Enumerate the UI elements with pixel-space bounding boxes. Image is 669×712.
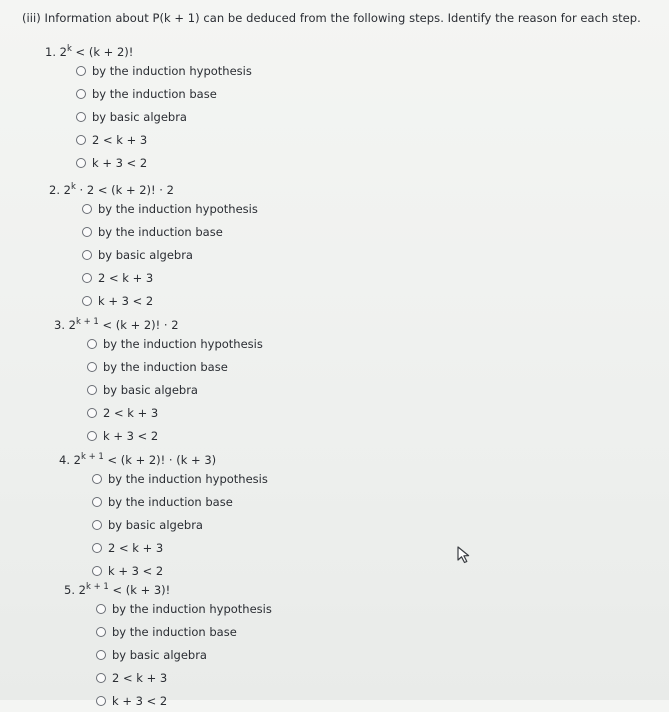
radio-option-2-lt-k-plus-3[interactable]	[92, 536, 268, 559]
radio-option-k-plus-3-lt-2[interactable]	[96, 689, 272, 712]
step-5	[64, 577, 272, 712]
step-3	[54, 312, 263, 447]
radio-option-basic-algebra[interactable]	[92, 513, 268, 536]
radio-button-icon[interactable]	[96, 696, 106, 706]
option-label: by the induction base	[98, 224, 223, 239]
option-label: by the induction hypothesis	[103, 336, 263, 351]
radio-option-2-lt-k-plus-3[interactable]	[76, 128, 252, 151]
step-base: 2	[63, 183, 71, 197]
radio-button-icon[interactable]	[96, 627, 106, 637]
step-inequality: · 2 < (k + 2)! · 2	[75, 183, 174, 197]
option-label: k + 3 < 2	[92, 155, 148, 170]
option-label: by the induction hypothesis	[108, 471, 268, 486]
option-label: by basic algebra	[108, 517, 203, 532]
radio-option-basic-algebra[interactable]	[76, 105, 252, 128]
step-exponent: k + 1	[75, 317, 99, 327]
step-inequality: < (k + 3)!	[108, 583, 171, 597]
radio-button-icon[interactable]	[76, 66, 86, 76]
radio-button-icon[interactable]	[87, 362, 97, 372]
step-base: 2	[78, 583, 86, 597]
option-label: k + 3 < 2	[112, 693, 168, 708]
mouse-pointer-icon	[456, 546, 472, 564]
option-label: 2 < k + 3	[108, 540, 164, 555]
radio-button-icon[interactable]	[82, 296, 92, 306]
option-label: by basic algebra	[112, 647, 207, 662]
step-2	[49, 177, 258, 312]
step-base: 2	[68, 318, 76, 332]
radio-button-icon[interactable]	[82, 227, 92, 237]
radio-option-induction-base[interactable]	[96, 620, 272, 643]
step-statement	[54, 312, 263, 332]
option-label: by basic algebra	[98, 247, 193, 262]
step-number: 4.	[59, 453, 70, 467]
radio-button-icon[interactable]	[92, 497, 102, 507]
radio-option-induction-hypothesis[interactable]	[82, 197, 258, 220]
step-statement	[59, 447, 268, 467]
option-label: 2 < k + 3	[92, 132, 148, 147]
radio-option-induction-base[interactable]	[87, 355, 263, 378]
option-label: by basic algebra	[92, 109, 187, 124]
radio-button-icon[interactable]	[87, 339, 97, 349]
option-label: by the induction hypothesis	[98, 201, 258, 216]
option-label: by the induction base	[108, 494, 233, 509]
radio-button-icon[interactable]	[76, 89, 86, 99]
radio-button-icon[interactable]	[82, 204, 92, 214]
radio-button-icon[interactable]	[87, 385, 97, 395]
step-statement	[49, 177, 258, 197]
radio-button-icon[interactable]	[76, 158, 86, 168]
step-statement	[64, 577, 272, 597]
option-label: k + 3 < 2	[108, 563, 164, 578]
radio-button-icon[interactable]	[92, 520, 102, 530]
radio-button-icon[interactable]	[82, 250, 92, 260]
step-number: 5.	[64, 583, 75, 597]
option-label: by the induction base	[112, 624, 237, 639]
step-inequality: < (k + 2)!	[71, 45, 134, 59]
radio-button-icon[interactable]	[92, 474, 102, 484]
option-label: by the induction hypothesis	[112, 601, 272, 616]
step-exponent: k	[66, 44, 72, 54]
radio-option-2-lt-k-plus-3[interactable]	[96, 666, 272, 689]
option-label: 2 < k + 3	[103, 405, 159, 420]
step-exponent: k + 1	[85, 582, 109, 592]
step-exponent: k	[70, 182, 76, 192]
radio-option-basic-algebra[interactable]	[87, 378, 263, 401]
step-inequality: < (k + 2)! · (k + 3)	[103, 453, 217, 467]
radio-button-icon[interactable]	[87, 408, 97, 418]
radio-option-2-lt-k-plus-3[interactable]	[82, 266, 258, 289]
radio-group	[76, 59, 252, 174]
step-statement	[45, 39, 252, 59]
radio-option-k-plus-3-lt-2[interactable]	[87, 424, 263, 447]
option-label: 2 < k + 3	[98, 270, 154, 285]
radio-option-induction-hypothesis[interactable]	[76, 59, 252, 82]
radio-option-induction-base[interactable]	[76, 82, 252, 105]
step-inequality: < (k + 2)! · 2	[98, 318, 179, 332]
step-number: 1.	[45, 45, 56, 59]
radio-option-basic-algebra[interactable]	[96, 643, 272, 666]
option-label: k + 3 < 2	[98, 293, 154, 308]
step-base: 2	[59, 45, 67, 59]
radio-option-k-plus-3-lt-2[interactable]	[76, 151, 252, 174]
option-label: 2 < k + 3	[112, 670, 168, 685]
radio-group	[82, 197, 258, 312]
option-label: k + 3 < 2	[103, 428, 159, 443]
radio-button-icon[interactable]	[96, 604, 106, 614]
radio-button-icon[interactable]	[82, 273, 92, 283]
radio-option-induction-base[interactable]	[92, 490, 268, 513]
step-number: 3.	[54, 318, 65, 332]
radio-option-2-lt-k-plus-3[interactable]	[87, 401, 263, 424]
radio-button-icon[interactable]	[92, 566, 102, 576]
step-base: 2	[73, 453, 81, 467]
radio-group	[92, 467, 268, 582]
step-number: 2.	[49, 183, 60, 197]
step-4	[59, 447, 268, 582]
radio-option-induction-hypothesis[interactable]	[92, 467, 268, 490]
question-title: (iii) Information about P(k + 1) can be deduced from the following steps. Identify the reason for each step.	[22, 11, 641, 25]
option-label: by the induction hypothesis	[92, 63, 252, 78]
radio-option-k-plus-3-lt-2[interactable]	[82, 289, 258, 312]
radio-button-icon[interactable]	[87, 431, 97, 441]
radio-option-induction-hypothesis[interactable]	[96, 597, 272, 620]
radio-button-icon[interactable]	[76, 112, 86, 122]
option-label: by the induction base	[103, 359, 228, 374]
radio-button-icon[interactable]	[96, 650, 106, 660]
radio-group	[87, 332, 263, 447]
radio-option-basic-algebra[interactable]	[82, 243, 258, 266]
step-1	[45, 39, 252, 174]
radio-button-icon[interactable]	[76, 135, 86, 145]
radio-option-induction-base[interactable]	[82, 220, 258, 243]
option-label: by basic algebra	[103, 382, 198, 397]
radio-group	[96, 597, 272, 712]
option-label: by the induction base	[92, 86, 217, 101]
radio-option-induction-hypothesis[interactable]	[87, 332, 263, 355]
radio-button-icon[interactable]	[96, 673, 106, 683]
step-exponent: k + 1	[80, 452, 104, 462]
radio-button-icon[interactable]	[92, 543, 102, 553]
